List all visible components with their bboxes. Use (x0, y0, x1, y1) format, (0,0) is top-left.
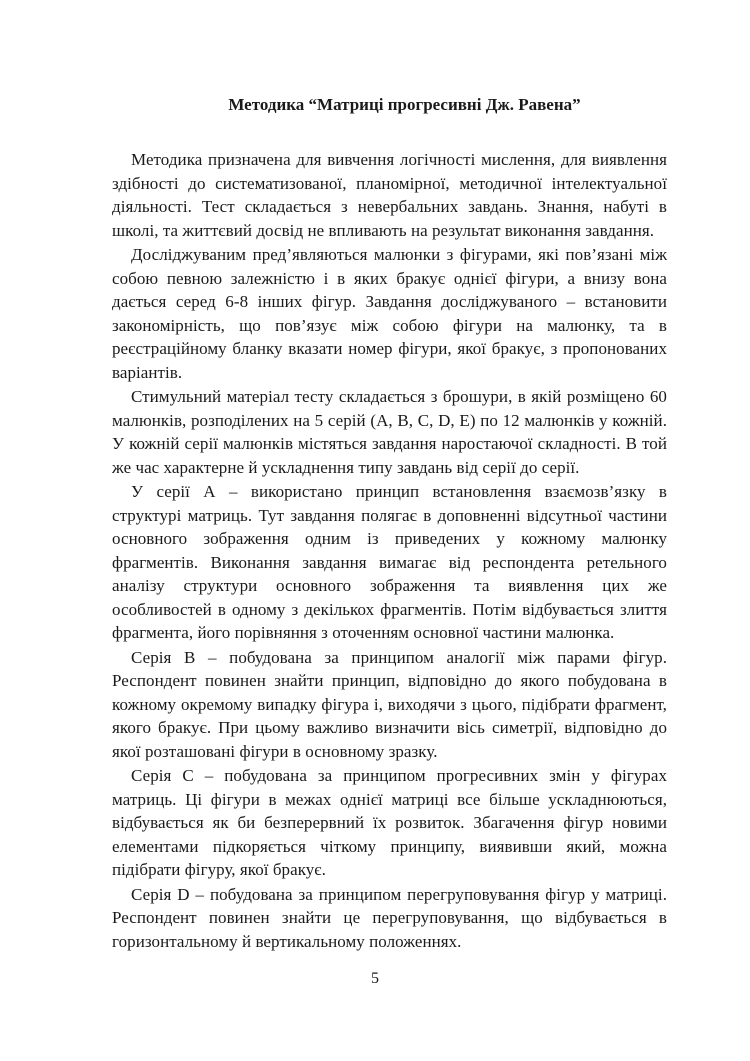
page-number: 5 (371, 970, 379, 987)
paragraph-series-b: Серія В – побудована за принципом аналогії між парами фігур. Респондент повинен знайти принцип, відповідно до якого побудована в кожному окремому випадку фігура і, виходячи з цього, підібрати фрагмент, якого бракує. При цьому важливо визначити вісь симетрії, відповідно до якої розташовані фігури в основному зразку. (112, 647, 667, 761)
document-page (112, 94, 667, 954)
paragraph-series-d: Серія D – побудована за принципом перегруповування фігур у матриці. Респондент повинен знайти це перегруповування, що відбувається в горизонтальному й вертикальному положеннях. (112, 884, 667, 951)
document-title: Методика “Матриці прогресивні Дж. Равена” (228, 95, 581, 114)
paragraph-stimulus-material: Стимульний матеріал тесту складається з брошури, в якій розміщено 60 малюнків, розподілених на 5 серій (А, В, С, D, Е) по 12 малюнків у кожній. У кожній серії малюнків містяться завдання наростаючої складності. В той же час характерне й ускладнення типу завдань від серії до серії. (112, 387, 667, 477)
paragraph-series-a: У серії А – використано принцип встановлення взаємозв’язку в структурі матриць. Тут завдання полягає в доповненні відсутньої частини основного зображення одним із приведених у кожному малюнку фрагментів. Виконання завдання вимагає від респондента ретельного аналізу структури основного зображення та виявлення цих же особливостей в одному з декількох фрагментів. Потім відбувається злиття фрагмента, його порівняння з оточенням основної частини малюнка. (112, 482, 667, 642)
paragraph-intro: Методика призначена для вивчення логічності мислення, для виявлення здібності до систематизованої, планомірної, методичної інтелектуальної діяльності. Тест складається з невербальних завдань. Знання, набуті в школі, та життєвий досвід не впливають на результат виконання завдання. (112, 150, 667, 240)
paragraph-procedure: Досліджуваним пред’являються малюнки з фігурами, які пов’язані між собою певною залежністю і в яких бракує однієї фігури, а внизу вона дається серед 6-8 інших фігур. Завдання досліджуваного – встановити закономірність, що пов’язує між собою фігури на малюнку, та в реєстраційному бланку вказати номер фігури, якої бракує, з пропонованих варіантів. (112, 245, 667, 382)
paragraph-series-c: Серія С – побудована за принципом прогресивних змін у фігурах матриць. Ці фігури в межах однієї матриці все більше ускладнюються, відбувається як би безперервний їх розвиток. Збагачення фігур новими елементами підкоряється чіткому принципу, виявивши який, можна підібрати фігуру, якої бракує. (112, 766, 667, 879)
